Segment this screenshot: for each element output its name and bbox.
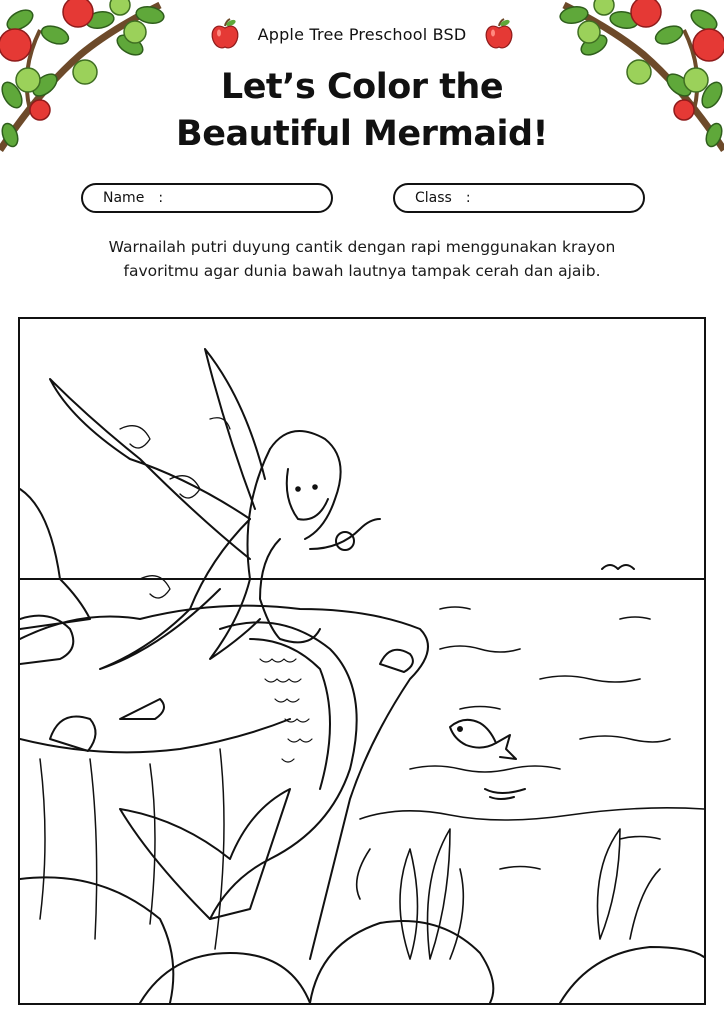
fish-icon [450,720,525,799]
apple-icon [210,18,240,50]
school-header [0,18,724,50]
instructions-line-1: Warnailah putri duyung cantik dengan rapi menggunakan krayon [108,238,616,256]
mermaid-hair [270,431,341,539]
instructions [60,235,664,283]
name-colon: : [158,190,164,206]
mermaid-tail-fin [120,789,290,919]
cliff-ledge [20,719,290,752]
tail-scales [260,659,312,762]
wing-swirls [120,418,230,598]
mermaid-coloring-illustration [20,319,704,1003]
rock-bottom-right [560,947,704,1003]
mermaid-tail [210,622,357,919]
seagull-icon [602,565,634,569]
class-colon: : [465,190,471,206]
class-label: Class [415,190,452,206]
name-field[interactable] [81,183,333,213]
name-label: Name [103,190,145,206]
mermaid-face [287,469,328,520]
title-line-2: Beautiful Mermaid! [176,114,548,154]
seashell-icon [120,699,164,719]
school-name: Apple Tree Preschool BSD [257,24,467,44]
rock-left [20,489,90,629]
class-field[interactable] [393,183,645,213]
coloring-picture-frame [18,317,706,1005]
rock-bottom-center [310,921,493,1003]
sea-waves [360,607,704,869]
title-line-1: Let’s Color the [220,67,504,107]
instructions-line-2: favoritmu agar dunia bawah lautnya tampak cerah dan ajaib. [123,262,601,280]
rock-bottom-mid [140,953,310,1003]
page-title [0,64,724,158]
apple-icon [484,18,514,50]
mermaid-arm [310,519,380,549]
seashell-icon [380,650,413,672]
cliff-edge [20,606,428,959]
seaweed [357,829,660,959]
